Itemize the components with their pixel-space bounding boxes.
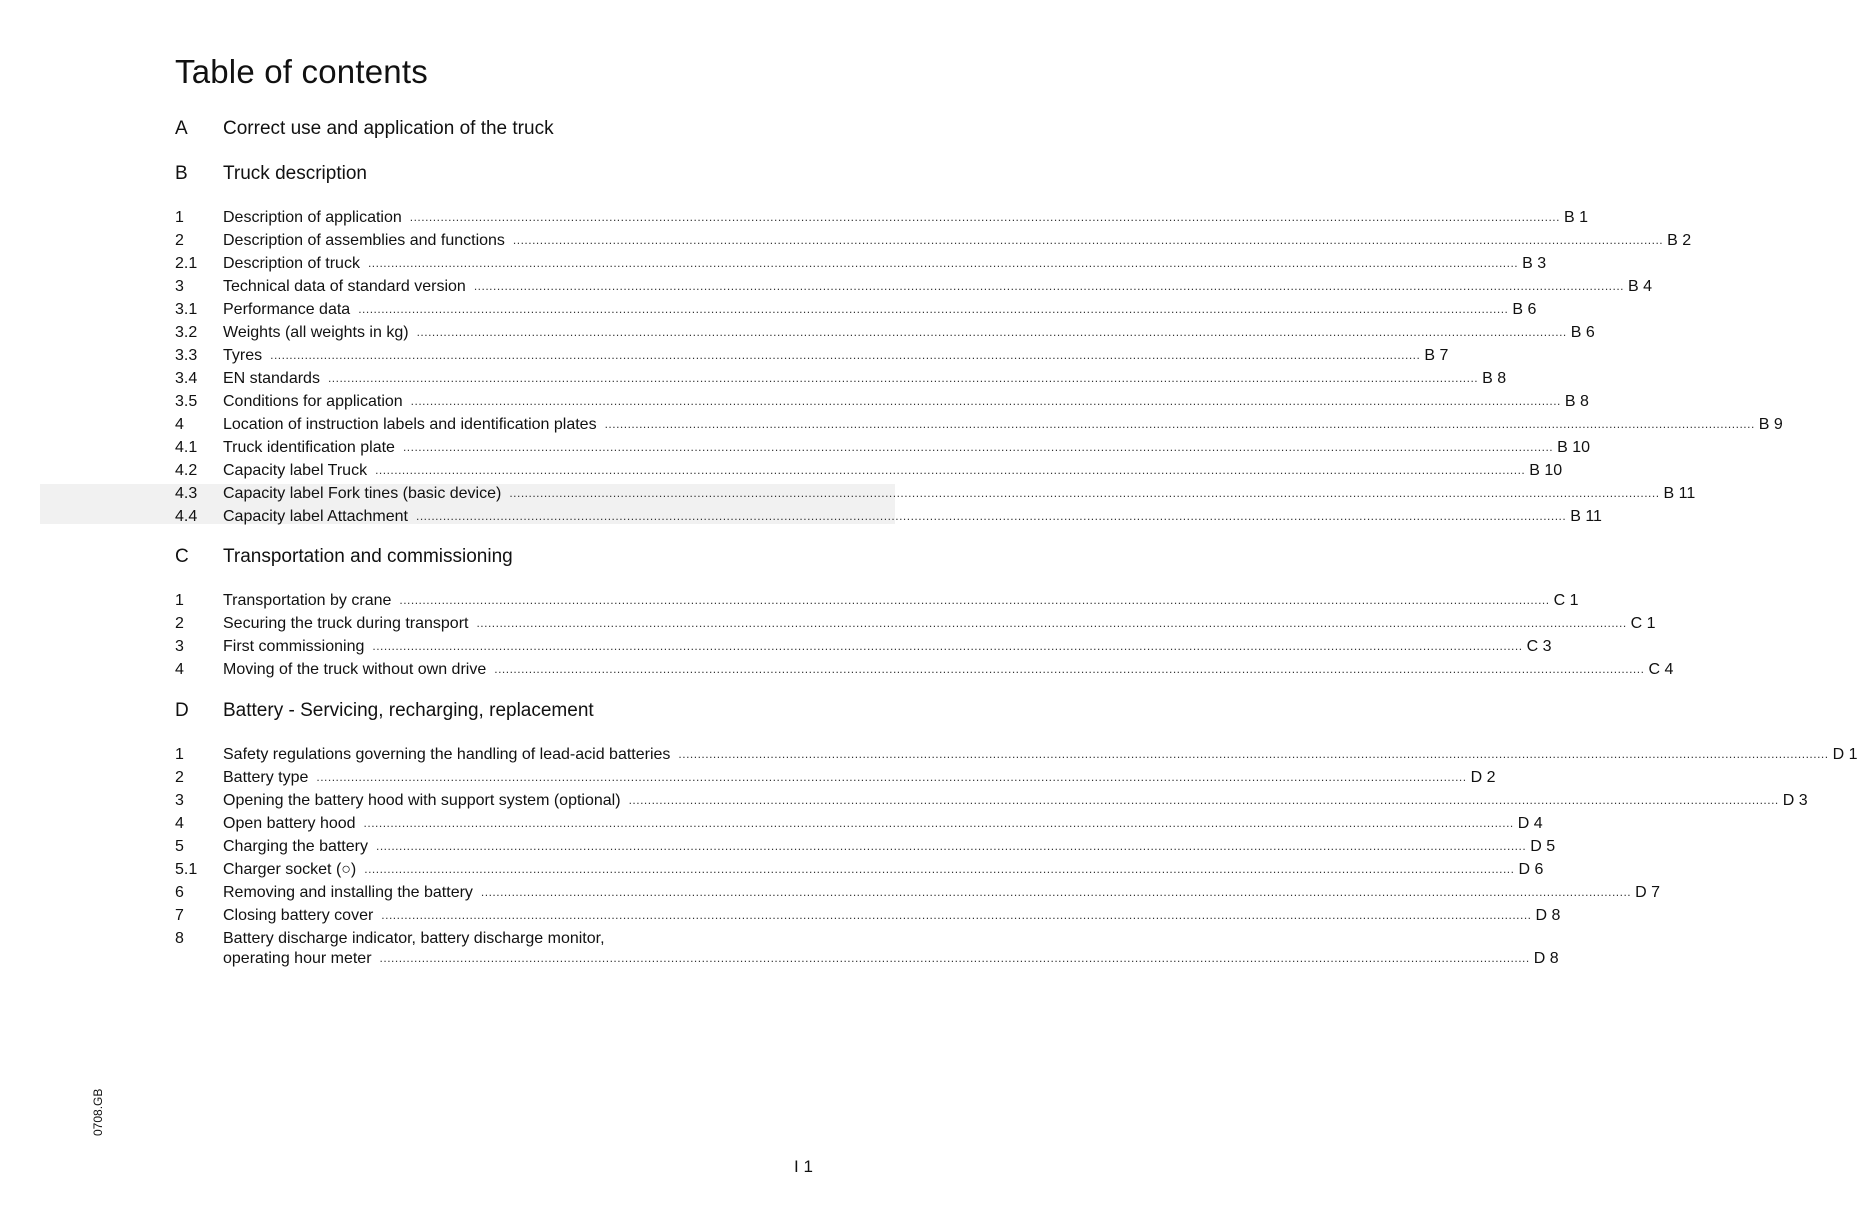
leader-dots: ............................................................................................................................................................................................................................................................................................................ — [367, 256, 1519, 270]
entry-number: 5.1 — [175, 861, 198, 878]
leader-dots: ............................................................................................................................................................................................................................................................................................................ — [364, 862, 1515, 876]
entry-text: Battery type — [223, 769, 309, 786]
entry-text: Opening the battery hood with support system (optional) — [223, 792, 621, 809]
toc-entry[interactable] — [175, 367, 1507, 390]
leader-dots: ............................................................................................................................................................................................................................................................................................................ — [327, 371, 1479, 385]
entry-text: Description of truck — [223, 255, 360, 272]
entry-number: 4.2 — [175, 462, 198, 479]
entry-text: Description of assemblies and functions — [223, 232, 505, 249]
section-a-heading — [175, 116, 815, 142]
leader-dots: ............................................................................................................................................................................................................................................................................................................ — [628, 793, 1779, 807]
entry-page: B 11 — [1663, 485, 1696, 502]
entry-page: B 11 — [1570, 508, 1602, 525]
entry-page: B 8 — [1482, 370, 1507, 387]
toc-entry[interactable] — [175, 206, 1588, 229]
page-number: I 1 — [794, 1157, 813, 1176]
entry-page: B 10 — [1529, 462, 1563, 479]
section-letter: A — [175, 118, 188, 139]
entry-number: 3.1 — [175, 301, 198, 318]
entry-text: Removing and installing the battery — [223, 884, 473, 901]
toc-entry[interactable] — [175, 229, 1692, 252]
toc-entry[interactable] — [175, 344, 1449, 367]
toc-entry[interactable] — [175, 766, 1496, 789]
entry-page: D 3 — [1782, 792, 1808, 809]
section-title: Transportation and commissioning — [223, 546, 513, 567]
entry-text: Capacity label Attachment — [223, 508, 408, 525]
toc-entry[interactable] — [175, 789, 1808, 812]
entry-text: Capacity label Truck — [223, 462, 368, 479]
entry-page: D 2 — [1470, 769, 1496, 786]
entry-page: B 6 — [1512, 301, 1537, 318]
entry-page: D 1 — [1832, 746, 1858, 763]
toc-entry[interactable] — [175, 321, 1595, 344]
entry-page: B 7 — [1424, 347, 1449, 364]
leader-dots: ............................................................................................................................................................................................................................................................................................................ — [416, 325, 1567, 339]
entry-page: C 3 — [1526, 638, 1552, 655]
entry-text: Weights (all weights in kg) — [223, 324, 409, 341]
section-letter: C — [175, 546, 189, 567]
entry-number: 1 — [175, 592, 184, 609]
entry-page: B 4 — [1628, 278, 1653, 295]
leader-dots: ............................................................................................................................................................................................................................................................................................................ — [402, 440, 1554, 454]
entry-number: 1 — [175, 209, 184, 226]
entry-number: 5 — [175, 838, 184, 855]
toc-entry[interactable] — [175, 635, 1552, 658]
entry-number: 8 — [175, 930, 184, 947]
toc-entry[interactable] — [175, 482, 1696, 505]
leader-dots: ............................................................................................................................................................................................................................................................................................................ — [316, 770, 1467, 784]
entry-number: 3 — [175, 792, 184, 809]
entry-number: 4.3 — [175, 485, 198, 502]
entry-text-continued: operating hour meter — [223, 950, 372, 967]
entry-number: 3 — [175, 278, 184, 295]
entry-number: 4.1 — [175, 439, 198, 456]
section-c-heading — [175, 544, 815, 570]
leader-dots: ............................................................................................................................................................................................................................................................................................................ — [416, 509, 1567, 523]
entry-page: B 8 — [1564, 393, 1589, 410]
toc-entry[interactable] — [175, 743, 1858, 766]
leader-dots: ............................................................................................................................................................................................................................................................................................................ — [604, 417, 1755, 431]
entry-page: C 1 — [1630, 615, 1656, 632]
entry-page: D 4 — [1517, 815, 1543, 832]
entry-text: First commissioning — [223, 638, 365, 655]
entry-text: Tyres — [223, 347, 263, 364]
toc-entry[interactable] — [175, 459, 1563, 482]
entry-text: EN standards — [223, 370, 320, 387]
section-title: Truck description — [223, 163, 367, 184]
toc-entry[interactable] — [175, 904, 1561, 927]
leader-dots: ............................................................................................................................................................................................................................................................................................................ — [270, 348, 1421, 362]
page-title: Table of contents — [175, 53, 428, 90]
entry-text: Open battery hood — [223, 815, 356, 832]
toc-entry[interactable] — [175, 505, 1602, 528]
entry-text: Closing battery cover — [223, 907, 374, 924]
entry-text: Location of instruction labels and identification plates — [223, 416, 597, 433]
section-title: Battery - Servicing, recharging, replacement — [223, 700, 594, 721]
entry-text: Moving of the truck without own drive — [223, 661, 487, 678]
entry-page: B 1 — [1563, 209, 1588, 226]
entry-page: B 9 — [1758, 416, 1783, 433]
entry-text: Charging the battery — [223, 838, 368, 855]
toc-entry[interactable] — [175, 275, 1653, 298]
toc-entry[interactable] — [175, 589, 1579, 612]
entry-number: 3.4 — [175, 370, 198, 387]
leader-dots: ............................................................................................................................................................................................................................................................................................................ — [476, 616, 1627, 630]
leader-dots: ............................................................................................................................................................................................................................................................................................................ — [678, 747, 1829, 761]
leader-dots: ............................................................................................................................................................................................................................................................................................................ — [379, 951, 1530, 965]
leader-dots: ............................................................................................................................................................................................................................................................................................................ — [409, 210, 1560, 224]
entry-text: Technical data of standard version — [223, 278, 466, 295]
entry-number: 4.4 — [175, 508, 198, 525]
entry-page: D 7 — [1635, 884, 1661, 901]
entry-text: Battery discharge indicator, battery discharge monitor, — [223, 930, 605, 947]
toc-entry[interactable] — [175, 658, 1674, 681]
toc-entry[interactable] — [175, 298, 1537, 321]
entry-number: 4 — [175, 416, 184, 433]
leader-dots: ............................................................................................................................................................................................................................................................................................................ — [473, 279, 1625, 293]
section-title: Correct use and application of the truck — [223, 118, 554, 139]
leader-dots: ............................................................................................................................................................................................................................................................................................................ — [358, 302, 1509, 316]
toc-entry[interactable] — [175, 436, 1591, 459]
entry-text: Transportation by crane — [223, 592, 392, 609]
entry-text: Securing the truck during transport — [223, 615, 469, 632]
section-c-list — [175, 589, 1674, 681]
leader-dots: ............................................................................................................................................................................................................................................................................................................ — [375, 463, 1526, 477]
leader-dots: ............................................................................................................................................................................................................................................................................................................ — [363, 816, 1514, 830]
entry-page: B 2 — [1667, 232, 1692, 249]
entry-text: Charger socket (○) — [223, 861, 357, 878]
entry-number: 3.3 — [175, 347, 198, 364]
entry-number: 2.1 — [175, 255, 198, 272]
entry-page: D 5 — [1530, 838, 1556, 855]
entry-page: B 10 — [1557, 439, 1591, 456]
toc-entry[interactable] — [175, 390, 1589, 413]
document-code: 0708.GB — [91, 1088, 105, 1136]
leader-dots: ............................................................................................................................................................................................................................................................................................................ — [399, 593, 1550, 607]
toc-entry[interactable] — [175, 612, 1656, 635]
toc-entry[interactable] — [175, 252, 1547, 275]
leader-dots: ............................................................................................................................................................................................................................................................................................................ — [509, 486, 1660, 500]
toc-entry[interactable] — [175, 858, 1544, 881]
leader-dots: ............................................................................................................................................................................................................................................................................................................ — [372, 639, 1523, 653]
section-b-heading — [175, 161, 815, 187]
entry-number: 3.5 — [175, 393, 198, 410]
entry-page: D 6 — [1518, 861, 1544, 878]
leader-dots: ............................................................................................................................................................................................................................................................................................................ — [512, 233, 1664, 247]
entry-number: 3 — [175, 638, 184, 655]
entry-number: 2 — [175, 615, 184, 632]
section-d-heading — [175, 698, 815, 724]
entry-page: C 4 — [1648, 661, 1674, 678]
entry-text: Safety regulations governing the handling of lead-acid batteries — [223, 746, 671, 763]
entry-page: D 8 — [1535, 907, 1561, 924]
toc-entry[interactable] — [175, 881, 1661, 904]
leader-dots: ............................................................................................................................................................................................................................................................................................................ — [375, 839, 1527, 853]
toc-entry[interactable] — [175, 835, 1556, 858]
entry-number: 2 — [175, 769, 184, 786]
leader-dots: ............................................................................................................................................................................................................................................................................................................ — [494, 662, 1645, 676]
entry-number: 3.2 — [175, 324, 198, 341]
section-letter: B — [175, 163, 188, 184]
entry-number: 4 — [175, 815, 184, 832]
entry-number: 6 — [175, 884, 184, 901]
toc-entry[interactable] — [175, 812, 1543, 835]
entry-page: B 6 — [1570, 324, 1595, 341]
section-d-list — [175, 743, 1858, 969]
section-b-list — [175, 206, 1783, 528]
leader-dots: ............................................................................................................................................................................................................................................................................................................ — [410, 394, 1561, 408]
toc-entry[interactable] — [175, 927, 1559, 969]
section-letter: D — [175, 700, 189, 721]
entry-number: 4 — [175, 661, 184, 678]
entry-text: Conditions for application — [223, 393, 403, 410]
entry-number: 2 — [175, 232, 184, 249]
entry-page: C 1 — [1553, 592, 1579, 609]
leader-dots: ............................................................................................................................................................................................................................................................................................................ — [381, 908, 1532, 922]
entry-text: Description of application — [223, 209, 402, 226]
entry-page: D 8 — [1533, 950, 1559, 967]
entry-text: Truck identification plate — [223, 439, 395, 456]
toc-entry[interactable] — [175, 413, 1783, 436]
entry-text: Capacity label Fork tines (basic device) — [223, 485, 502, 502]
entry-text: Performance data — [223, 301, 351, 318]
leader-dots: ............................................................................................................................................................................................................................................................................................................ — [480, 885, 1632, 899]
entry-number: 7 — [175, 907, 184, 924]
entry-number: 1 — [175, 746, 184, 763]
entry-page: B 3 — [1522, 255, 1547, 272]
